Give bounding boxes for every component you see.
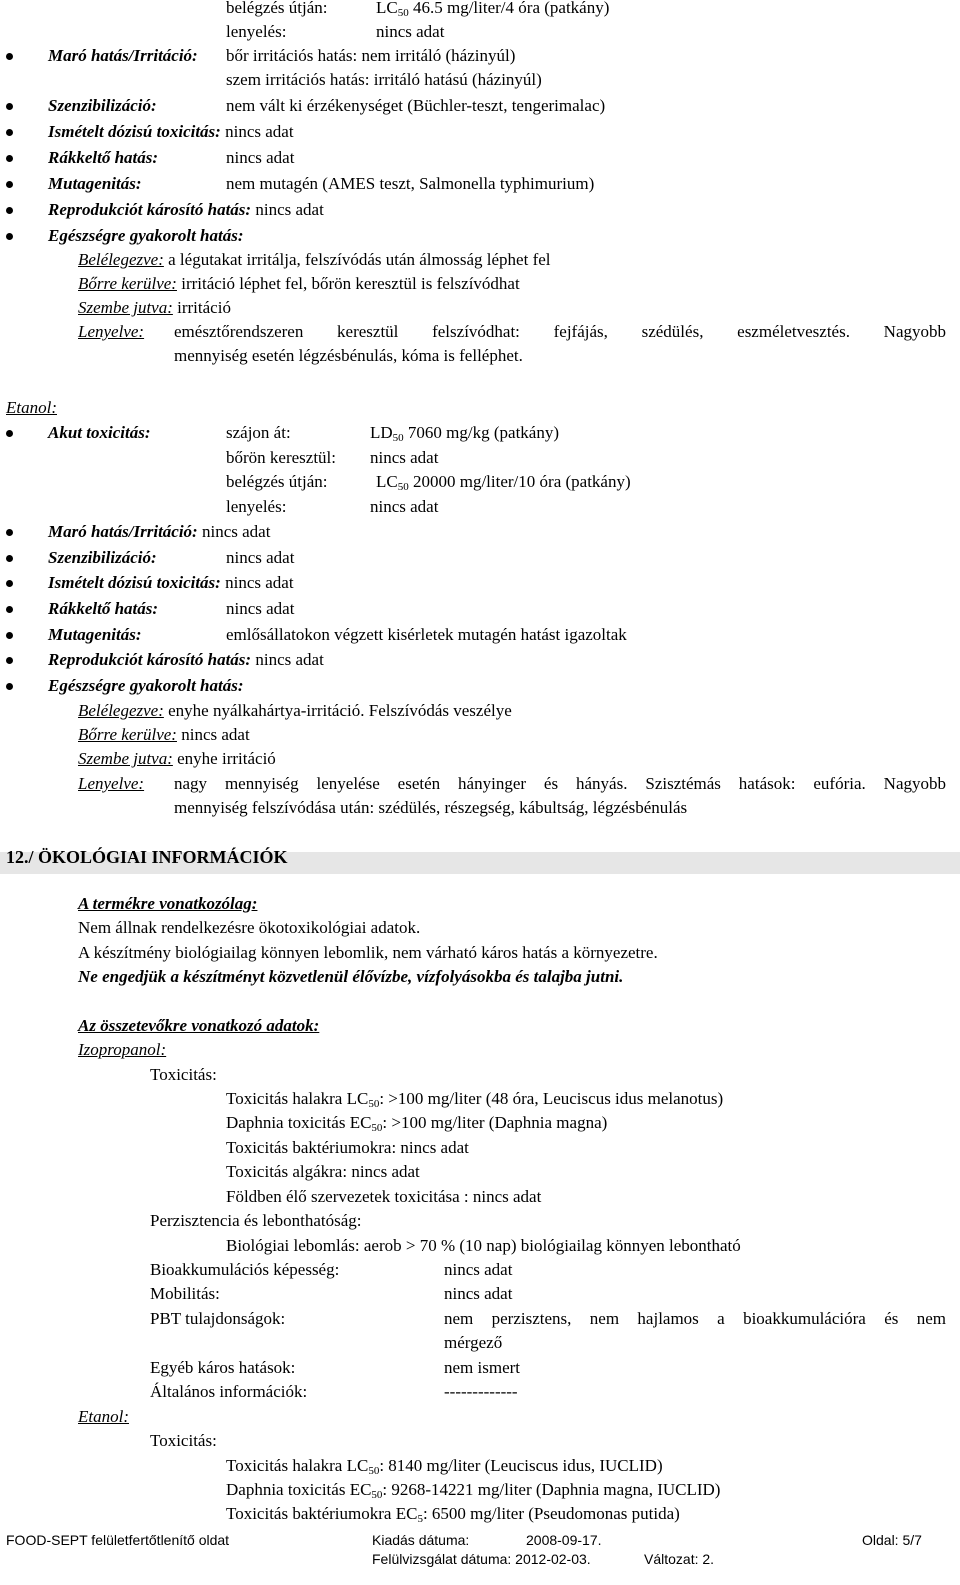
components-heading: Az összetevőkre vonatkozó adatok: <box>78 1016 320 1035</box>
oral-value: $LD_{50}$ 7060 mg/kg (patkány) <box>370 423 560 444</box>
mutagenicity-value: emlősállatokon végzett kisérletek mutagén hatást igazoltak <box>226 625 627 644</box>
mutagenicity-value: nem mutagén (AMES teszt, Salmonella typhimurium) <box>226 174 595 193</box>
bullet-icon <box>6 430 13 437</box>
swallowed-row-cont: mennyiség felszívódása után: szédülés, részegség, kábultság, légzésbénulás <box>174 798 688 817</box>
other-effects-label: Egyéb káros hatások: <box>150 1358 296 1377</box>
daphnia-toxicity: Daphnia toxicitás $EC_{50}$: >100 mg/liter (Daphnia magna) <box>226 1113 608 1134</box>
mobility-value: nincs adat <box>444 1284 513 1303</box>
footer-revision-date: Felülvizsgálat dátuma: 2012-02-03. <box>372 1551 591 1567</box>
mutagenicity-label: Mutagenitás: <box>48 174 142 193</box>
swallowed-row: Lenyelve: nagy mennyiség lenyelése esetén hányinger és hányás. Szisztémás hatások: eufória. Nagyobb <box>78 774 946 793</box>
bioaccumulation-label: Bioakkumulációs képesség: <box>150 1260 340 1279</box>
fish-toxicity: Toxicitás halakra $LC_{50}$: 8140 mg/liter (Leuciscus idus, IUCLID) <box>226 1456 663 1477</box>
ingestion-label: lenyelés: <box>226 22 287 41</box>
fish-toxicity: Toxicitás halakra $LC_{50}$: >100 mg/liter (48 óra, Leuciscus idus melanotus) <box>226 1089 724 1110</box>
bullet-icon <box>6 207 13 214</box>
ethanol-eco-heading: Etanol: <box>78 1407 129 1426</box>
bullet-icon <box>6 155 13 162</box>
general-info-label: Általános információk: <box>150 1382 308 1401</box>
persistence-label: Perzisztencia és lebonthatóság: <box>150 1211 362 1230</box>
daphnia-toxicity: Daphnia toxicitás $EC_{50}$: 9268-14221 mg/liter (Daphnia magna, IUCLID) <box>226 1480 721 1501</box>
bioaccumulation-value: nincs adat <box>444 1260 513 1279</box>
sensitization-label: Szenzibilizáció: <box>48 548 157 567</box>
algae-toxicity: Toxicitás algákra: nincs adat <box>226 1162 420 1181</box>
product-line-3: Ne engedjük a készítményt közvetlenül élővízbe, vízfolyásokba és talajba jutni. <box>78 967 624 986</box>
toxicity-label: Toxicitás: <box>150 1431 217 1450</box>
soil-toxicity: Földben élő szervezetek toxicitása : nincs adat <box>226 1187 542 1206</box>
inhalation-label: belégzés útján: <box>226 472 328 491</box>
inhaled-row: Belélegezve: enyhe nyálkahártya-irritáció. Felszívódás veszélye <box>78 701 512 720</box>
bullet-icon <box>6 529 13 536</box>
skin-row: Bőrre kerülve: irritáció léphet fel, bőrön keresztül is felszívódhat <box>78 274 520 293</box>
corrosion-value: bőr irritációs hatás: nem irritáló (házinyúl) <box>226 46 516 65</box>
bullet-icon <box>6 103 13 110</box>
other-effects-value: nem ismert <box>444 1358 521 1377</box>
corrosion-row: Maró hatás/Irritáció: nincs adat <box>48 522 271 541</box>
swallowed-row: Lenyelve: emésztőrendszeren keresztül felszívódhat: fejfájás, szédülés, eszméletvesztés. Nagyobb <box>78 322 946 341</box>
bullet-icon <box>6 606 13 613</box>
reproductive-row: Reprodukciót károsító hatás: nincs adat <box>48 650 324 669</box>
corrosion-label: Maró hatás/Irritáció: <box>48 46 198 65</box>
ingestion-label: lenyelés: <box>226 497 287 516</box>
pbt-value: nem perzisztens, nem hajlamos a bioakkumulációra és nem <box>444 1309 946 1328</box>
health-effects-heading: Egészségre gyakorolt hatás: <box>48 676 244 695</box>
toxicity-label: Toxicitás: <box>150 1065 217 1084</box>
eye-row: Szembe jutva: enyhe irritáció <box>78 749 276 768</box>
carcinogenicity-label: Rákkeltő hatás: <box>48 148 159 167</box>
sensitization-value: nem vált ki érzékenységet (Büchler-teszt, tengerimalac) <box>226 96 606 115</box>
footer-page: Oldal: 5/7 <box>862 1532 922 1548</box>
skin-row: Bőrre kerülve: nincs adat <box>78 725 250 744</box>
eye-row: Szembe jutva: irritáció <box>78 298 231 317</box>
repeated-dose-row: Ismételt dózisú toxicitás: nincs adat <box>48 122 294 141</box>
isopropanol-heading: Izopropanol: <box>78 1040 167 1059</box>
bullet-icon <box>6 181 13 188</box>
reproductive-row: Reprodukciót károsító hatás: nincs adat <box>48 200 324 219</box>
pbt-value-cont: mérgező <box>444 1333 503 1352</box>
oral-label: szájon át: <box>226 423 291 442</box>
footer-version: Változat: 2. <box>644 1551 715 1567</box>
bullet-icon <box>6 53 13 60</box>
mutagenicity-label: Mutagenitás: <box>48 625 142 644</box>
carcinogenicity-value: nincs adat <box>226 599 295 618</box>
corrosion-value-eye: szem irritációs hatás: irritáló hatású (házinyúl) <box>226 70 542 89</box>
inhalation-value: $LC_{50}$ 46.5 mg/liter/4 óra (patkány) <box>376 0 610 19</box>
footer-issue-label: Kiadás dátuma: <box>372 1532 470 1548</box>
carcinogenicity-value: nincs adat <box>226 148 295 167</box>
inhaled-row: Belélegezve: a légutakat irritálja, felszívódás után álmosság léphet fel <box>78 250 551 269</box>
footer-product: FOOD-SEPT felületfertőtlenítő oldat <box>6 1532 230 1548</box>
ingestion-value: nincs adat <box>370 497 439 516</box>
section-12-title: 12./ ÖKOLÓGIAI INFORMÁCIÓK <box>6 847 288 867</box>
inhalation-label: belégzés útján: <box>226 0 328 17</box>
dermal-label: bőrön keresztül: <box>226 448 336 467</box>
carcinogenicity-label: Rákkeltő hatás: <box>48 599 159 618</box>
bacteria-toxicity: Toxicitás baktériumokra $EC_5$: 6500 mg/liter (Pseudomonas putida) <box>226 1504 680 1525</box>
bullet-icon <box>6 233 13 240</box>
dermal-value: nincs adat <box>370 448 439 467</box>
product-line-1: Nem állnak rendelkezésre ökotoxikológiai adatok. <box>78 918 421 937</box>
footer-issue-date: 2008-09-17. <box>526 1532 602 1548</box>
bullet-icon <box>6 129 13 136</box>
sensitization-value: nincs adat <box>226 548 295 567</box>
general-info-value: ------------- <box>444 1382 518 1401</box>
bullet-icon <box>6 555 13 562</box>
health-effects-heading: Egészségre gyakorolt hatás: <box>48 226 244 245</box>
sensitization-label: Szenzibilizáció: <box>48 96 157 115</box>
product-line-2: A készítmény biológiailag könnyen lebomlik, nem várható káros hatás a környezetre. <box>78 943 658 962</box>
bacteria-toxicity: Toxicitás baktériumokra: nincs adat <box>226 1138 469 1157</box>
bullet-icon <box>6 632 13 639</box>
mobility-label: Mobilitás: <box>150 1284 220 1303</box>
bullet-icon <box>6 683 13 690</box>
repeated-dose-row: Ismételt dózisú toxicitás: nincs adat <box>48 573 294 592</box>
product-heading: A termékre vonatkozólag: <box>78 894 258 913</box>
pbt-label: PBT tulajdonságok: <box>150 1309 286 1328</box>
inhalation-value: $LC_{50}$ 20000 mg/liter/10 óra (patkány) <box>376 472 631 493</box>
persistence-value: Biológiai lebomlás: aerob > 70 % (10 nap) biológiailag könnyen lebontható <box>226 1236 741 1255</box>
bullet-icon <box>6 657 13 664</box>
acute-toxicity-label: Akut toxicitás: <box>48 423 151 442</box>
ethanol-heading: Etanol: <box>6 398 57 417</box>
swallowed-row-cont: mennyiség esetén légzésbénulás, kóma is felléphet. <box>174 346 523 365</box>
ingestion-value: nincs adat <box>376 22 445 41</box>
bullet-icon <box>6 580 13 587</box>
